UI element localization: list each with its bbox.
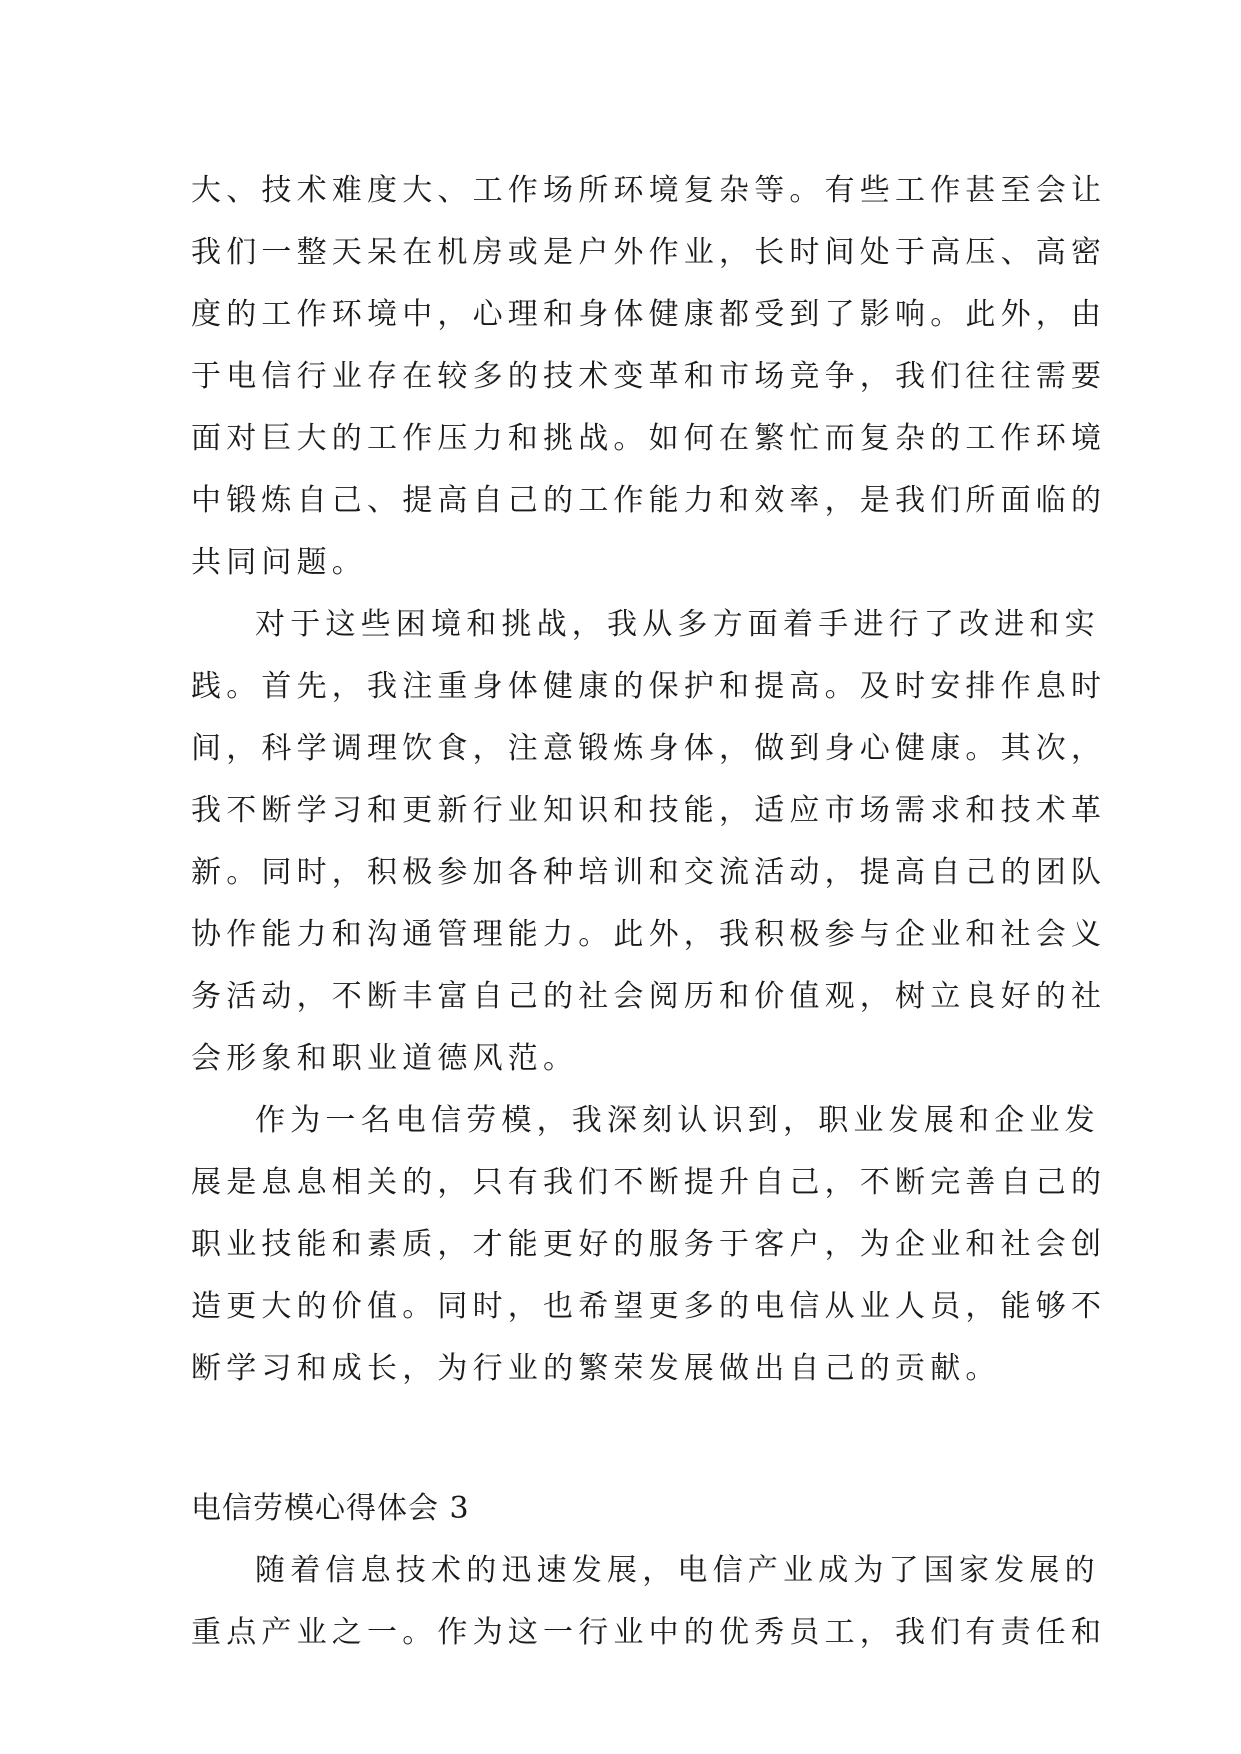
- paragraph-3: [191, 1090, 1107, 1400]
- text-line: 大、技术难度大、工作场所环境复杂等。有些工作甚至会让: [191, 173, 1107, 208]
- text-line: 共同问题。: [191, 545, 367, 580]
- paragraph-1: [191, 160, 1107, 594]
- text-line: 面对巨大的工作压力和挑战。如何在繁忙而复杂的工作环境: [191, 421, 1107, 456]
- text-line: 作为一名电信劳模，我深刻认识到，职业发展和企业发: [255, 1103, 1100, 1138]
- text-line: 中锻炼自己、提高自己的工作能力和效率，是我们所面临的: [191, 483, 1107, 518]
- text-line: 践。首先，我注重身体健康的保护和提高。及时安排作息时: [191, 669, 1107, 704]
- text-line: 务活动，不断丰富自己的社会阅历和价值观，树立良好的社: [191, 979, 1107, 1014]
- text-line: 协作能力和沟通管理能力。此外，我积极参与企业和社会义: [191, 917, 1107, 952]
- text-line: 职业技能和素质，才能更好的服务于客户，为企业和社会创: [191, 1227, 1107, 1262]
- text-line: 展是息息相关的，只有我们不断提升自己，不断完善自己的: [191, 1165, 1107, 1200]
- text-line: 随着信息技术的迅速发展，电信产业成为了国家发展的: [255, 1553, 1100, 1588]
- document-body: [191, 160, 1107, 1664]
- text-line: 度的工作环境中，心理和身体健康都受到了影响。此外，由: [191, 297, 1107, 332]
- section-gap: [191, 1400, 1051, 1478]
- text-line: 间，科学调理饮食，注意锻炼身体，做到身心健康。其次，: [191, 731, 1107, 766]
- text-line: 造更大的价值。同时，也希望更多的电信从业人员，能够不: [191, 1289, 1107, 1324]
- text-line: 我们一整天呆在机房或是户外作业，长时间处于高压、高密: [191, 235, 1107, 270]
- paragraph-4: [191, 1540, 1107, 1664]
- text-line: 断学习和成长，为行业的繁荣发展做出自己的贡献。: [191, 1351, 1001, 1386]
- text-line: 重点产业之一。作为这一行业中的优秀员工，我们有责任和: [191, 1615, 1107, 1650]
- text-line: 于电信行业存在较多的技术变革和市场竞争，我们往往需要: [191, 359, 1107, 394]
- section-heading: 电信劳模心得体会 3: [191, 1491, 470, 1526]
- paragraph-2: [191, 594, 1107, 1090]
- text-line: 对于这些困境和挑战，我从多方面着手进行了改进和实: [255, 607, 1100, 642]
- text-line: 会形象和职业道德风范。: [191, 1041, 579, 1076]
- text-line: 新。同时，积极参加各种培训和交流活动，提高自己的团队: [191, 855, 1107, 890]
- text-line: 我不断学习和更新行业知识和技能，适应市场需求和技术革: [191, 793, 1107, 828]
